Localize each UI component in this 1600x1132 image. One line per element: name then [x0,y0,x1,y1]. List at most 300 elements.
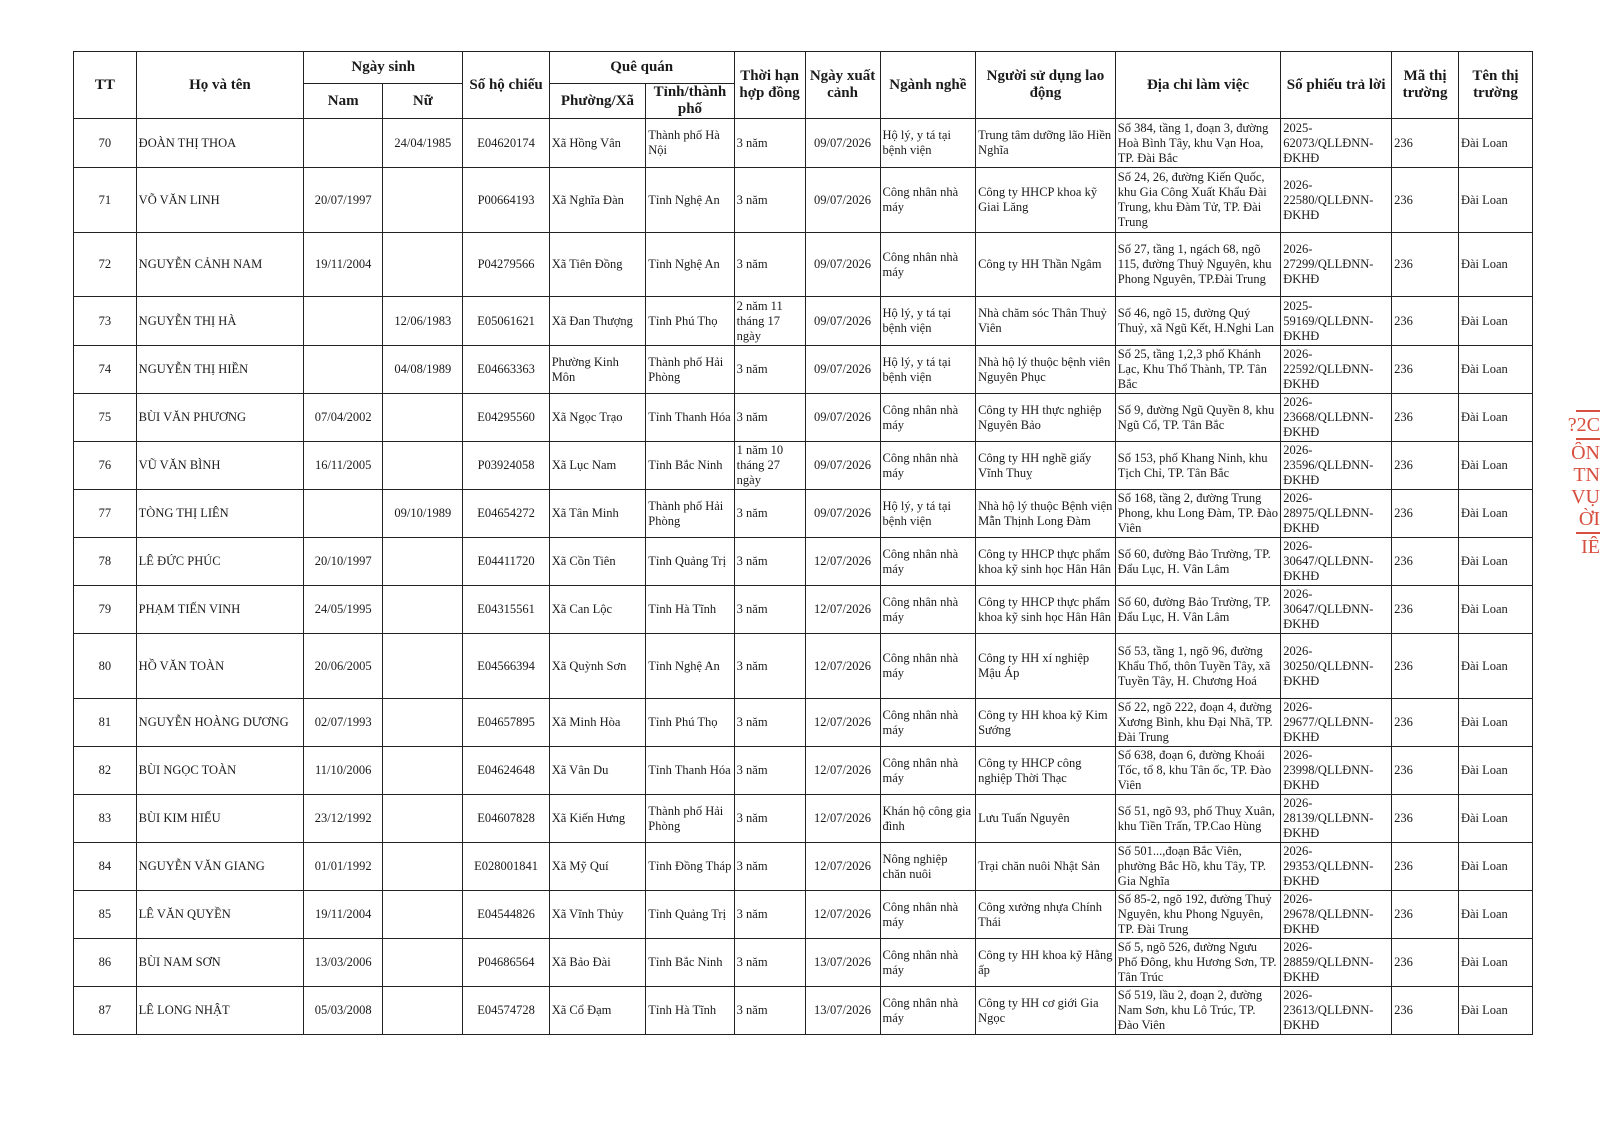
cell-name: BÙI NGỌC TOÀN [136,747,303,795]
cell-name: ĐOÀN THỊ THOA [136,119,303,168]
cell-name: NGUYỄN CẢNH NAM [136,233,303,297]
cell-term: 3 năm [734,747,805,795]
cell-passport: E04574728 [463,987,549,1035]
cell-market-code: 236 [1392,490,1459,538]
cell-address: Số 384, tầng 1, đoạn 3, đường Hoà Bình Tây, khu Vạn Hoa, TP. Đài Bắc [1115,119,1280,168]
cell-market-name: Đài Loan [1458,490,1532,538]
col-market-code: Mã thị trường [1392,52,1459,119]
cell-term: 3 năm [734,346,805,394]
cell-address: Số 27, tầng 1, ngách 68, ngõ 115, đường Thuỷ Nguyên, khu Phong Nguyên, TP.Đài Trung [1115,233,1280,297]
cell-tt: 86 [74,939,137,987]
col-address: Địa chỉ làm việc [1115,52,1280,119]
cell-tt: 84 [74,843,137,891]
cell-female [383,168,463,233]
cell-employer: Trại chăn nuôi Nhật Sản [976,843,1116,891]
cell-address: Số 53, tầng 1, ngõ 96, đường Khẩu Thố, thôn Tuyền Tây, xã Tuyền Tây, H. Chương Hoá [1115,634,1280,699]
cell-ticket: 2026-28859/QLLĐNN-ĐKHĐ [1281,939,1392,987]
cell-market-name: Đài Loan [1458,891,1532,939]
cell-market-code: 236 [1392,795,1459,843]
cell-market-code: 236 [1392,297,1459,346]
cell-job: Hộ lý, y tá tại bệnh viện [880,346,976,394]
cell-job: Hộ lý, y tá tại bệnh viện [880,297,976,346]
cell-ticket: 2026-30647/QLLĐNN-ĐKHĐ [1281,538,1392,586]
cell-market-code: 236 [1392,394,1459,442]
cell-term: 3 năm [734,939,805,987]
cell-female: 04/08/1989 [383,346,463,394]
cell-female [383,939,463,987]
cell-market-code: 236 [1392,119,1459,168]
cell-ticket: 2026-29678/QLLĐNN-ĐKHĐ [1281,891,1392,939]
cell-job: Công nhân nhà máy [880,634,976,699]
cell-female [383,538,463,586]
cell-passport: E04315561 [463,586,549,634]
cell-market-code: 236 [1392,634,1459,699]
table-row [74,119,1533,168]
cell-market-name: Đài Loan [1458,233,1532,297]
cell-exit: 12/07/2026 [805,747,880,795]
cell-market-code: 236 [1392,699,1459,747]
cell-term: 3 năm [734,538,805,586]
cell-employer: Công ty HHCP thực phẩm khoa kỹ sinh học Hân Hân [976,586,1116,634]
col-birth: Ngày sinh [304,52,463,84]
cell-market-name: Đài Loan [1458,747,1532,795]
cell-market-name: Đài Loan [1458,586,1532,634]
cell-passport: E04544826 [463,891,549,939]
cell-name: TÒNG THỊ LIÊN [136,490,303,538]
cell-ticket: 2026-29353/QLLĐNN-ĐKHĐ [1281,843,1392,891]
cell-female: 24/04/1985 [383,119,463,168]
cell-name: NGUYỄN THỊ HÀ [136,297,303,346]
cell-job: Công nhân nhà máy [880,747,976,795]
table-row [74,699,1533,747]
cell-market-name: Đài Loan [1458,939,1532,987]
cell-ticket: 2025-62073/QLLĐNN-ĐKHĐ [1281,119,1392,168]
cell-province: Tỉnh Nghệ An [646,634,734,699]
cell-name: VŨ VĂN BÌNH [136,442,303,490]
cell-market-code: 236 [1392,586,1459,634]
cell-name: NGUYỄN THỊ HIỀN [136,346,303,394]
cell-province: Tỉnh Phú Thọ [646,699,734,747]
cell-name: BÙI NAM SƠN [136,939,303,987]
table-row [74,233,1533,297]
cell-passport: E04607828 [463,795,549,843]
stamp-text: ?2C [1567,414,1600,436]
cell-market-name: Đài Loan [1458,168,1532,233]
cell-ward: Xã Quỳnh Sơn [549,634,646,699]
cell-province: Tỉnh Thanh Hóa [646,394,734,442]
cell-address: Số 5, ngõ 526, đường Ngưu Phố Đông, khu Hương Sơn, TP. Tân Trúc [1115,939,1280,987]
cell-male: 05/03/2008 [304,987,383,1035]
cell-market-name: Đài Loan [1458,346,1532,394]
cell-exit: 12/07/2026 [805,843,880,891]
cell-province: Tỉnh Bắc Ninh [646,442,734,490]
cell-male [304,346,383,394]
cell-ward: Xã Cổ Đạm [549,987,646,1035]
col-term: Thời hạn hợp đồng [734,52,805,119]
worker-table [73,51,1533,1035]
cell-ward: Xã Vĩnh Thủy [549,891,646,939]
cell-province: Tỉnh Bắc Ninh [646,939,734,987]
cell-name: NGUYỄN VĂN GIANG [136,843,303,891]
cell-ticket: 2026-27299/QLLĐNN-ĐKHĐ [1281,233,1392,297]
cell-ward: Xã Mỹ Quí [549,843,646,891]
cell-ticket: 2026-30647/QLLĐNN-ĐKHĐ [1281,586,1392,634]
cell-province: Tỉnh Nghệ An [646,233,734,297]
cell-ward: Xã Hồng Vân [549,119,646,168]
cell-male: 16/11/2005 [304,442,383,490]
cell-address: Số 22, ngõ 222, đoạn 4, đường Xương Bình, khu Đại Nhã, TP. Đài Trung [1115,699,1280,747]
cell-job: Hộ lý, y tá tại bệnh viện [880,490,976,538]
cell-term: 3 năm [734,233,805,297]
cell-employer: Lưu Tuấn Nguyên [976,795,1116,843]
cell-name: LÊ ĐỨC PHÚC [136,538,303,586]
cell-ward: Xã Can Lộc [549,586,646,634]
cell-job: Hộ lý, y tá tại bệnh viện [880,119,976,168]
cell-province: Tỉnh Hà Tĩnh [646,987,734,1035]
cell-ward: Xã Minh Hòa [549,699,646,747]
cell-name: VÕ VĂN LINH [136,168,303,233]
cell-market-code: 236 [1392,747,1459,795]
cell-exit: 12/07/2026 [805,795,880,843]
cell-employer: Nhà hộ lý thuộc Bệnh viện Mẫn Thịnh Long Đàm [976,490,1116,538]
cell-tt: 76 [74,442,137,490]
cell-exit: 09/07/2026 [805,119,880,168]
cell-tt: 70 [74,119,137,168]
cell-job: Công nhân nhà máy [880,538,976,586]
cell-job: Công nhân nhà máy [880,394,976,442]
cell-passport: E04295560 [463,394,549,442]
cell-term: 3 năm [734,699,805,747]
cell-address: Số 501...,đoạn Bắc Viên, phường Bắc Hồ, khu Tây, TP. Gia Nghĩa [1115,843,1280,891]
stamp-text: TN [1573,464,1600,486]
cell-market-name: Đài Loan [1458,699,1532,747]
cell-employer: Công ty HH xí nghiệp Mậu Áp [976,634,1116,699]
cell-ticket: 2026-22592/QLLĐNN-ĐKHĐ [1281,346,1392,394]
cell-market-code: 236 [1392,987,1459,1035]
cell-province: Tỉnh Quảng Trị [646,891,734,939]
cell-ticket: 2026-23998/QLLĐNN-ĐKHĐ [1281,747,1392,795]
cell-address: Số 168, tầng 2, đường Trung Phong, khu Long Đàm, TP. Đào Viên [1115,490,1280,538]
cell-market-name: Đài Loan [1458,987,1532,1035]
cell-male [304,119,383,168]
cell-passport: P04279566 [463,233,549,297]
cell-province: Thành phố Hải Phòng [646,795,734,843]
cell-term: 3 năm [734,168,805,233]
cell-exit: 12/07/2026 [805,586,880,634]
table-row [74,586,1533,634]
cell-term: 1 năm 10 tháng 27 ngày [734,442,805,490]
stamp-fragment [1562,408,1600,558]
cell-passport: E04411720 [463,538,549,586]
cell-exit: 09/07/2026 [805,490,880,538]
cell-exit: 13/07/2026 [805,939,880,987]
cell-address: Số 60, đường Bảo Trường, TP. Đẩu Lục, H. Vân Lâm [1115,538,1280,586]
cell-address: Số 24, 26, đường Kiến Quốc, khu Gia Công Xuất Khẩu Đài Trung, khu Đàm Tử, TP. Đài Trung [1115,168,1280,233]
col-female: Nữ [383,84,463,119]
cell-exit: 12/07/2026 [805,891,880,939]
cell-ticket: 2026-28975/QLLĐNN-ĐKHĐ [1281,490,1392,538]
cell-employer: Trung tâm dưỡng lão Hiền Nghĩa [976,119,1116,168]
cell-job: Công nhân nhà máy [880,586,976,634]
table-row [74,538,1533,586]
table-row [74,891,1533,939]
cell-market-code: 236 [1392,442,1459,490]
cell-province: Tỉnh Phú Thọ [646,297,734,346]
table-row [74,490,1533,538]
cell-ticket: 2026-23596/QLLĐNN-ĐKHĐ [1281,442,1392,490]
col-job: Ngành nghề [880,52,976,119]
cell-male: 02/07/1993 [304,699,383,747]
cell-passport: E04566394 [463,634,549,699]
cell-male: 19/11/2004 [304,233,383,297]
cell-ward: Xã Tiên Đồng [549,233,646,297]
col-male: Nam [304,84,383,119]
table-row [74,442,1533,490]
cell-female [383,233,463,297]
cell-market-code: 236 [1392,891,1459,939]
cell-employer: Công ty HH khoa kỹ Hằng ấp [976,939,1116,987]
table-row [74,346,1533,394]
cell-term: 3 năm [734,795,805,843]
table-row [74,843,1533,891]
cell-market-code: 236 [1392,843,1459,891]
cell-passport: E04624648 [463,747,549,795]
cell-province: Tỉnh Đồng Tháp [646,843,734,891]
stamp-line [1576,532,1600,534]
cell-exit: 12/07/2026 [805,634,880,699]
cell-male: 19/11/2004 [304,891,383,939]
cell-tt: 71 [74,168,137,233]
cell-female [383,891,463,939]
cell-market-name: Đài Loan [1458,119,1532,168]
cell-name: HỒ VĂN TOÀN [136,634,303,699]
cell-term: 3 năm [734,987,805,1035]
cell-female: 12/06/1983 [383,297,463,346]
cell-name: LÊ LONG NHẬT [136,987,303,1035]
cell-male: 01/01/1992 [304,843,383,891]
cell-female [383,747,463,795]
cell-tt: 79 [74,586,137,634]
cell-female [383,987,463,1035]
cell-market-code: 236 [1392,346,1459,394]
cell-exit: 12/07/2026 [805,538,880,586]
cell-passport: P04686564 [463,939,549,987]
stamp-text: ỜI [1578,508,1600,530]
col-market-name: Tên thị trường [1458,52,1532,119]
cell-job: Công nhân nhà máy [880,891,976,939]
cell-ward: Xã Đan Thượng [549,297,646,346]
cell-term: 3 năm [734,394,805,442]
cell-job: Công nhân nhà máy [880,168,976,233]
cell-province: Thành phố Hà Nội [646,119,734,168]
col-ticket: Số phiếu trả lời [1281,52,1392,119]
cell-tt: 83 [74,795,137,843]
cell-ward: Xã Tân Minh [549,490,646,538]
cell-employer: Công ty HH thực nghiệp Nguyên Bảo [976,394,1116,442]
cell-passport: P03924058 [463,442,549,490]
cell-male: 24/05/1995 [304,586,383,634]
cell-female [383,795,463,843]
cell-market-name: Đài Loan [1458,297,1532,346]
cell-tt: 77 [74,490,137,538]
cell-market-code: 236 [1392,939,1459,987]
cell-market-name: Đài Loan [1458,843,1532,891]
cell-job: Công nhân nhà máy [880,233,976,297]
cell-passport: E04620174 [463,119,549,168]
cell-male: 20/10/1997 [304,538,383,586]
cell-address: Số 9, đường Ngũ Quyền 8, khu Ngũ Cổ, TP. Tân Bắc [1115,394,1280,442]
cell-passport: E04657895 [463,699,549,747]
cell-employer: Công ty HH Thần Ngâm [976,233,1116,297]
cell-market-name: Đài Loan [1458,442,1532,490]
cell-exit: 09/07/2026 [805,394,880,442]
cell-job: Công nhân nhà máy [880,987,976,1035]
cell-address: Số 25, tầng 1,2,3 phố Khánh Lạc, Khu Thổ Thành, TP. Tân Bắc [1115,346,1280,394]
cell-ward: Xã Bảo Đài [549,939,646,987]
cell-term: 3 năm [734,490,805,538]
cell-job: Công nhân nhà máy [880,939,976,987]
cell-employer: Nhà chăm sóc Thân Thuỷ Viên [976,297,1116,346]
cell-female [383,699,463,747]
cell-exit: 09/07/2026 [805,346,880,394]
cell-market-name: Đài Loan [1458,538,1532,586]
cell-tt: 80 [74,634,137,699]
cell-ward: Xã Lục Nam [549,442,646,490]
col-name: Họ và tên [136,52,303,119]
cell-market-name: Đài Loan [1458,795,1532,843]
cell-female [383,634,463,699]
cell-ticket: 2026-23613/QLLĐNN-ĐKHĐ [1281,987,1392,1035]
cell-tt: 74 [74,346,137,394]
stamp-line [1576,438,1600,440]
cell-term: 3 năm [734,586,805,634]
cell-passport: E04663363 [463,346,549,394]
cell-address: Số 85-2, ngõ 192, đường Thuỷ Nguyên, khu Phong Nguyên, TP. Đài Trung [1115,891,1280,939]
cell-term: 3 năm [734,634,805,699]
cell-employer: Công xưởng nhựa Chính Thái [976,891,1116,939]
cell-exit: 12/07/2026 [805,699,880,747]
cell-job: Công nhân nhà máy [880,442,976,490]
cell-employer: Công ty HHCP công nghiệp Thời Thạc [976,747,1116,795]
cell-male [304,490,383,538]
table-row [74,795,1533,843]
cell-exit: 09/07/2026 [805,442,880,490]
table-row [74,987,1533,1035]
cell-female [383,843,463,891]
cell-tt: 75 [74,394,137,442]
cell-tt: 87 [74,987,137,1035]
cell-ticket: 2025-59169/QLLĐNN-ĐKHĐ [1281,297,1392,346]
col-hometown: Quê quán [549,52,734,84]
cell-province: Thành phố Hải Phòng [646,346,734,394]
cell-female [383,394,463,442]
cell-address: Số 46, ngõ 15, đường Quý Thuỷ, xã Ngũ Kết, H.Nghi Lan [1115,297,1280,346]
stamp-text: VỤ [1571,486,1600,508]
cell-passport: E05061621 [463,297,549,346]
table-header [74,52,1533,119]
cell-tt: 72 [74,233,137,297]
cell-term: 3 năm [734,119,805,168]
cell-employer: Công ty HH cơ giới Gia Ngọc [976,987,1116,1035]
cell-market-code: 236 [1392,233,1459,297]
cell-market-name: Đài Loan [1458,634,1532,699]
cell-ward: Xã Ngọc Trạo [549,394,646,442]
cell-exit: 09/07/2026 [805,233,880,297]
cell-province: Tỉnh Hà Tĩnh [646,586,734,634]
stamp-text: ÔN [1571,442,1600,464]
cell-ward: Xã Vân Du [549,747,646,795]
cell-name: BÙI VĂN PHƯƠNG [136,394,303,442]
cell-ticket: 2026-28139/QLLĐNN-ĐKHĐ [1281,795,1392,843]
cell-male: 20/06/2005 [304,634,383,699]
cell-ticket: 2026-29677/QLLĐNN-ĐKHĐ [1281,699,1392,747]
cell-employer: Công ty HH khoa kỹ Kim Sướng [976,699,1116,747]
col-tt: TT [74,52,137,119]
cell-employer: Công ty HHCP thực phẩm khoa kỹ sinh học Hân Hân [976,538,1116,586]
table-row [74,297,1533,346]
cell-ticket: 2026-23668/QLLĐNN-ĐKHĐ [1281,394,1392,442]
cell-market-name: Đài Loan [1458,394,1532,442]
col-exit: Ngày xuất cảnh [805,52,880,119]
cell-tt: 82 [74,747,137,795]
cell-employer: Nhà hộ lý thuộc bệnh viên Nguyên Phục [976,346,1116,394]
cell-province: Tỉnh Nghệ An [646,168,734,233]
cell-passport: P00664193 [463,168,549,233]
cell-tt: 85 [74,891,137,939]
cell-tt: 81 [74,699,137,747]
cell-exit: 09/07/2026 [805,168,880,233]
table-row [74,634,1533,699]
cell-passport: E04654272 [463,490,549,538]
cell-job: Công nhân nhà máy [880,699,976,747]
cell-name: BÙI KIM HIẾU [136,795,303,843]
table-row [74,168,1533,233]
cell-male: 11/10/2006 [304,747,383,795]
cell-province: Thành phố Hải Phòng [646,490,734,538]
cell-female [383,586,463,634]
cell-employer: Công ty HHCP khoa kỹ Giai Lăng [976,168,1116,233]
cell-ward: Xã Cồn Tiên [549,538,646,586]
cell-employer: Công ty HH nghề giấy Vĩnh Thuỵ [976,442,1116,490]
cell-market-code: 236 [1392,168,1459,233]
cell-term: 3 năm [734,891,805,939]
cell-female: 09/10/1989 [383,490,463,538]
cell-male: 13/03/2006 [304,939,383,987]
cell-ward: Xã Nghĩa Đàn [549,168,646,233]
stamp-line [1576,410,1600,412]
cell-address: Số 60, đường Bảo Trường, TP. Đẩu Lục, H. Vân Lâm [1115,586,1280,634]
table-row [74,394,1533,442]
cell-name: LÊ VĂN QUYỀN [136,891,303,939]
cell-address: Số 519, lầu 2, đoạn 2, đường Nam Sơn, khu Lô Trúc, TP. Đào Viên [1115,987,1280,1035]
cell-name: NGUYỄN HOÀNG DƯƠNG [136,699,303,747]
col-province: Tỉnh/thành phố [646,84,734,119]
cell-job: Khán hộ công gia đình [880,795,976,843]
cell-exit: 09/07/2026 [805,297,880,346]
cell-male: 07/04/2002 [304,394,383,442]
cell-ticket: 2026-30250/QLLĐNN-ĐKHĐ [1281,634,1392,699]
cell-ward: Phường Kinh Môn [549,346,646,394]
col-ward: Phường/Xã [549,84,646,119]
cell-male: 23/12/1992 [304,795,383,843]
cell-exit: 13/07/2026 [805,987,880,1035]
cell-female [383,442,463,490]
cell-market-code: 236 [1392,538,1459,586]
col-passport: Số hộ chiếu [463,52,549,119]
cell-province: Tỉnh Thanh Hóa [646,747,734,795]
cell-address: Số 51, ngõ 93, phố Thuỵ Xuân, khu Tiền Trấn, TP.Cao Hùng [1115,795,1280,843]
cell-passport: E028001841 [463,843,549,891]
